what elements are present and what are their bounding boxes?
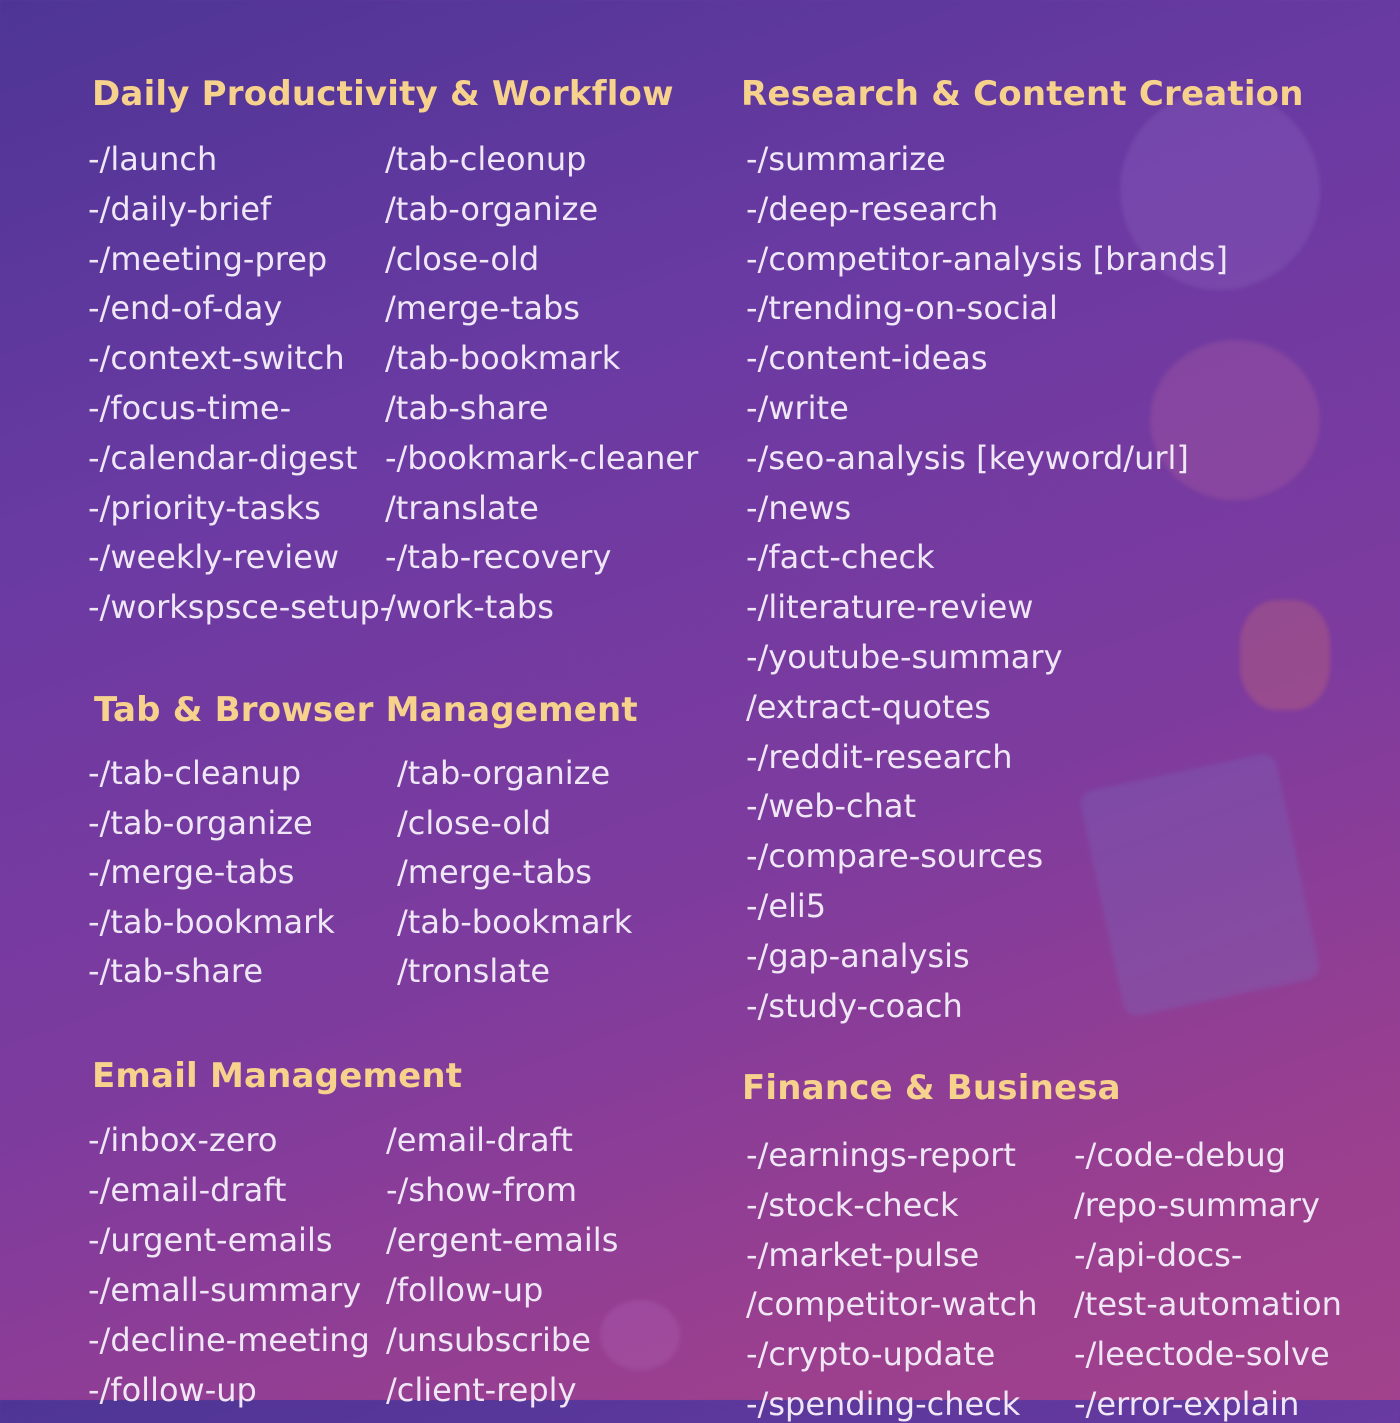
command-item: -/deep-research xyxy=(746,189,999,228)
command-item: -/tab-cleanup xyxy=(88,754,301,792)
command-item: /tab-bookmark xyxy=(385,339,621,378)
command-item: -/literature-review xyxy=(746,588,1034,627)
command-item: /extract-quotes xyxy=(746,687,991,726)
command-item: -/launch xyxy=(88,140,218,178)
command-item: -/weekly-review xyxy=(88,538,340,577)
decorative-blob xyxy=(600,1300,680,1370)
command-item: /client-reply xyxy=(386,1371,577,1409)
command-item: -/eli5 xyxy=(746,887,827,925)
command-item: -/spending-check xyxy=(746,1385,1021,1423)
command-item: -/merge-tabs xyxy=(88,853,295,891)
command-item: -/focus-time- xyxy=(88,389,292,427)
command-item: -/market-pulse xyxy=(746,1235,980,1274)
command-item: -/tab-bookmark xyxy=(88,902,335,941)
command-item: -/leectode-solve xyxy=(1074,1335,1330,1374)
command-item: /repo-summary xyxy=(1074,1185,1320,1224)
command-item: -/api-docs- xyxy=(1074,1235,1243,1274)
section-title-finance: Finance & Businesa xyxy=(742,1068,1121,1108)
command-item: -/study-coach xyxy=(746,986,963,1025)
command-item: -/error-explain xyxy=(1074,1385,1300,1423)
command-item: /work-tabs xyxy=(385,588,554,627)
command-item: /unsubscribe xyxy=(386,1321,591,1359)
command-item: -/summarize xyxy=(746,140,946,178)
command-item: -/write xyxy=(746,389,849,427)
command-item: -/compare-sources xyxy=(746,837,1044,876)
command-item: -/daily-brief xyxy=(88,189,272,228)
command-item: /merge-tabs xyxy=(397,853,592,891)
command-item: /tab-organize xyxy=(397,754,611,792)
command-item: -/fact-check xyxy=(746,538,935,577)
command-item: /email-draft xyxy=(386,1121,573,1159)
command-item: -/reddit-research xyxy=(746,737,1013,776)
command-item: -/tab-organize xyxy=(88,803,313,842)
command-item: /follow-up xyxy=(386,1271,544,1309)
section-title-tab: Tab & Browser Management xyxy=(94,690,638,730)
command-item: /tronslate xyxy=(397,952,551,990)
command-item: -/decline-meeting xyxy=(88,1321,370,1359)
command-item: /tab-bookmark xyxy=(397,902,633,941)
command-item: /ergent-emails xyxy=(386,1221,619,1259)
section-title-daily: Daily Productivity & Workflow xyxy=(92,74,674,114)
command-item: -/urgent-emails xyxy=(88,1221,333,1259)
command-item: -/meeting-prep xyxy=(88,239,328,278)
command-item: -/stock-check xyxy=(746,1185,959,1224)
command-item: -/calendar-digest xyxy=(88,438,358,477)
command-item: -/bookmark-cleaner xyxy=(385,438,699,477)
command-item: -/follow-up xyxy=(88,1371,257,1409)
section-title-email: Email Management xyxy=(92,1056,463,1096)
command-item: -/news xyxy=(746,488,852,527)
command-item: -/context-switch xyxy=(88,339,345,378)
section-title-research: Research & Content Creation xyxy=(741,74,1304,114)
command-item: /tab-share xyxy=(385,389,549,427)
command-item: -/tab-recovery xyxy=(385,538,612,577)
command-item: -/inbox-zero xyxy=(88,1121,278,1159)
command-item: -/show-from xyxy=(386,1171,578,1209)
command-item: -/gap-analysis xyxy=(746,936,970,975)
command-item: -/priority-tasks xyxy=(88,488,321,527)
command-item: -/email-draft xyxy=(88,1171,287,1209)
command-item: -/web-chat xyxy=(746,787,917,826)
command-item: -/trending-on-social xyxy=(746,289,1058,328)
decorative-document xyxy=(1078,752,1321,1019)
command-item: -/end-of-day xyxy=(88,289,283,328)
command-item: /close-old xyxy=(385,239,540,278)
command-item: -/crypto-update xyxy=(746,1335,996,1374)
command-item: -/youtube-summary xyxy=(746,638,1063,676)
command-item: /tab-cleonup xyxy=(385,140,587,178)
command-item: -/code-debug xyxy=(1074,1136,1286,1174)
command-item: -/earnings-report xyxy=(746,1136,1016,1174)
command-item: /tab-organize xyxy=(385,189,599,228)
command-item: -/competitor-analysis [brands] xyxy=(746,239,1228,278)
command-item: -/seo-analysis [keyword/url] xyxy=(746,438,1189,477)
command-item: -/emall-summary xyxy=(88,1271,362,1309)
decorative-bulb xyxy=(1240,600,1330,710)
command-item: /merge-tabs xyxy=(385,289,580,328)
command-item: -/tab-share xyxy=(88,952,264,990)
command-item: -/content-ideas xyxy=(746,339,988,378)
command-item: /close-old xyxy=(397,803,552,842)
command-item: -/workspsce-setup- xyxy=(88,588,392,627)
command-item: /competitor-watch xyxy=(746,1285,1038,1324)
command-item: /translate xyxy=(385,488,539,527)
command-item: /test-automation xyxy=(1074,1285,1342,1324)
